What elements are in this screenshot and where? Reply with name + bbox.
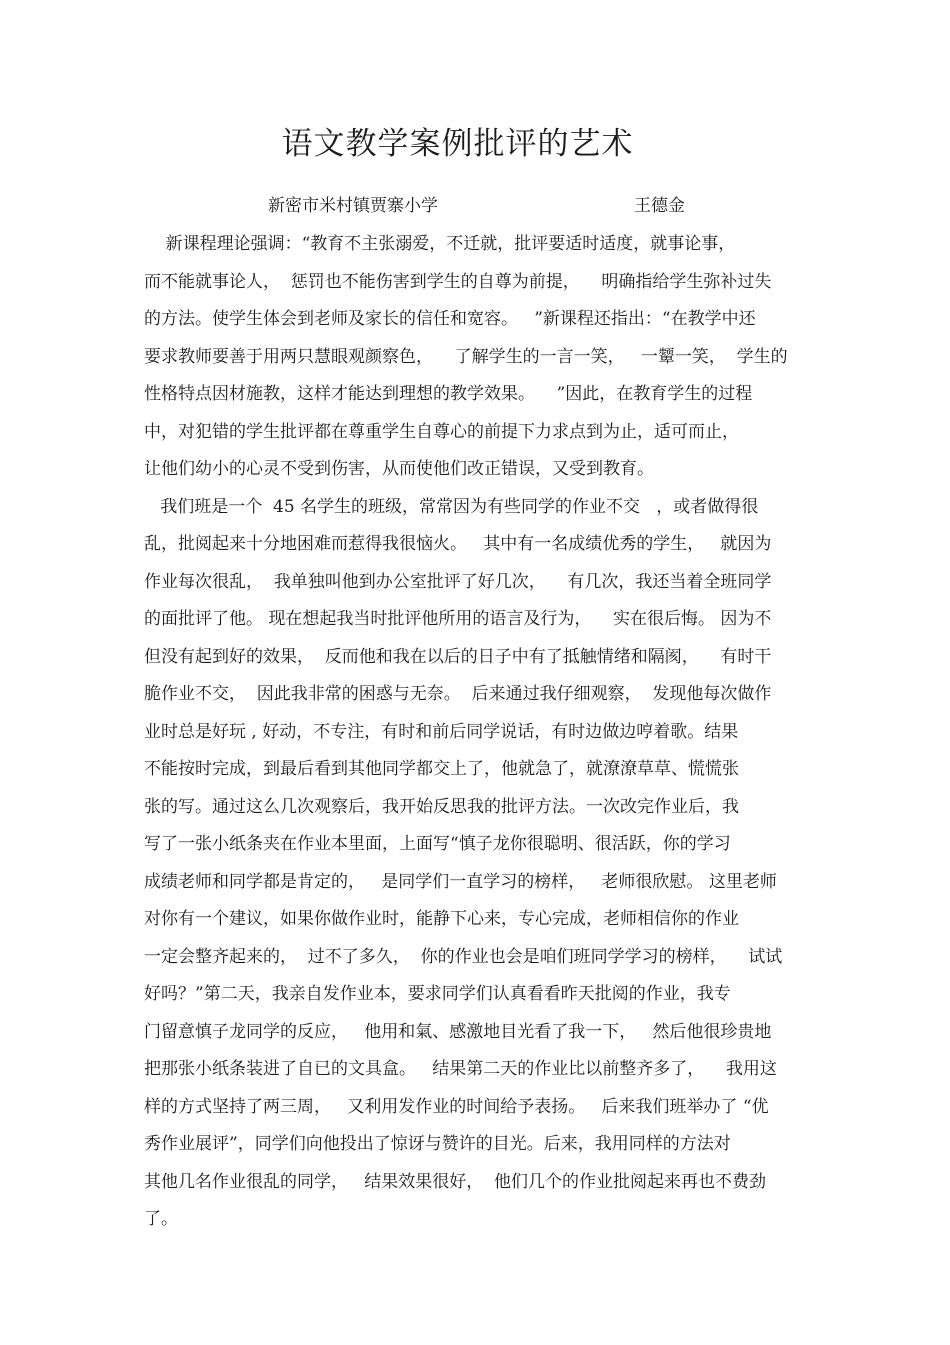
- text-line: 脆作业不交， 因此我非常的困惑与无奈。 后来通过我仔细观察， 发现他每次做作: [144, 684, 772, 704]
- text-line: 其他几名作业很乱的同学， 结果效果很好， 他们几个的作业批阅起来再也不费劲: [144, 1171, 767, 1192]
- text-line: 的面批评了他。 现在想起我当时批评他所用的语言及行为， 实在很后悔。 因为不: [144, 609, 772, 629]
- document-title: 语文教学案例批评的艺术: [281, 126, 634, 162]
- text-line: 作业每次很乱， 我单独叫他到办公室批评了好几次， 有几次，我还当着全班同学: [144, 571, 772, 592]
- school-name: 新密市米村镇贾寨小学: [268, 196, 438, 216]
- text-line: 新课程理论强调：“教育不主张溺爱，不迁就，批评要适时适度，就事论事，: [144, 234, 736, 254]
- text-line: 秀作业展评”，同学们向他投出了惊讶与赞许的目光。后来，我用同样的方法对: [144, 1134, 731, 1154]
- text-line: 但没有起到好的效果， 反而他和我在以后的日子中有了抵触情绪和隔阂， 有时干: [144, 646, 772, 667]
- text-line: 我们班是一个 45 名学生的班级，常常因为有些同学的作业不交 ，或者做得很: [144, 496, 759, 517]
- text-line: 对你有一个建议，如果你做作业时，能静下心来，专心完成，老师相信你的作业: [144, 909, 739, 929]
- author-name: 王德金: [634, 196, 685, 216]
- text-line: 门留意慎子龙同学的反应， 他用和氣、感激地目光看了我一下， 然后他很珍贵地: [144, 1021, 772, 1042]
- text-line: 中，对犯错的学生批评都在尊重学生自尊心的前提下力求点到为止，适可而止，: [144, 421, 739, 442]
- text-line: 乱，批阅起来十分地困难而惹得我很恼火。 其中有一名成绩优秀的学生， 就因为: [144, 534, 772, 554]
- text-line: 张的写。通过这么几次观察后，我开始反思我的批评方法。一次改完作业后，我: [144, 796, 739, 817]
- text-line: 把那张小纸条装进了自已的文具盒。 结果第二天的作业比以前整齐多了， 我用这: [144, 1059, 777, 1079]
- text-line: 而不能就事论人， 惩罚也不能伤害到学生的自尊为前提， 明确指给学生弥补过失: [144, 271, 772, 292]
- text-line: 业时总是好玩 , 好动，不专注，有时和前后同学说话，有时边做边哼着歌。结果: [144, 721, 739, 742]
- text-line: 性格特点因材施教，这样才能达到理想的教学效果。 ”因此，在教育学生的过程: [144, 384, 753, 404]
- text-line: 成绩老师和同学都是肯定的， 是同学们一直学习的榜样， 老师很欣慰。 这里老师: [144, 871, 777, 892]
- text-line: 了。: [144, 1209, 178, 1229]
- text-line: 好吗？”第二天，我亲自发作业本，要求同学们认真看看昨天批阅的作业，我专: [144, 984, 731, 1004]
- text-line: 一定会整齐起来的， 过不了多久， 你的作业也会是咱们班同学学习的榜样， 试试: [144, 946, 783, 967]
- text-line: 要求教师要善于用两只慧眼观颜察色， 了解学生的一言一笑， 一颦一笑， 学生的: [144, 346, 788, 367]
- text-line: 让他们幼小的心灵不受到伤害，从而使他们改正错误，又受到教育。: [144, 459, 654, 479]
- text-line: 写了一张小纸条夹在作业本里面，上面写“慎子龙你很聪明、很活跃，你的学习: [144, 834, 731, 854]
- text-line: 样的方式坚持了两三周， 又利用发作业的时间给予表扬。 后来我们班举办了 “优: [144, 1096, 769, 1117]
- text-line: 不能按时完成，到最后看到其他同学都交上了，他就急了，就潦潦草草、慌慌张: [144, 759, 739, 779]
- article-body: [144, 226, 824, 1239]
- text-line: 的方法。使学生体会到老师及家长的信任和宽容。 ”新课程还指出：“在教学中还: [144, 309, 756, 329]
